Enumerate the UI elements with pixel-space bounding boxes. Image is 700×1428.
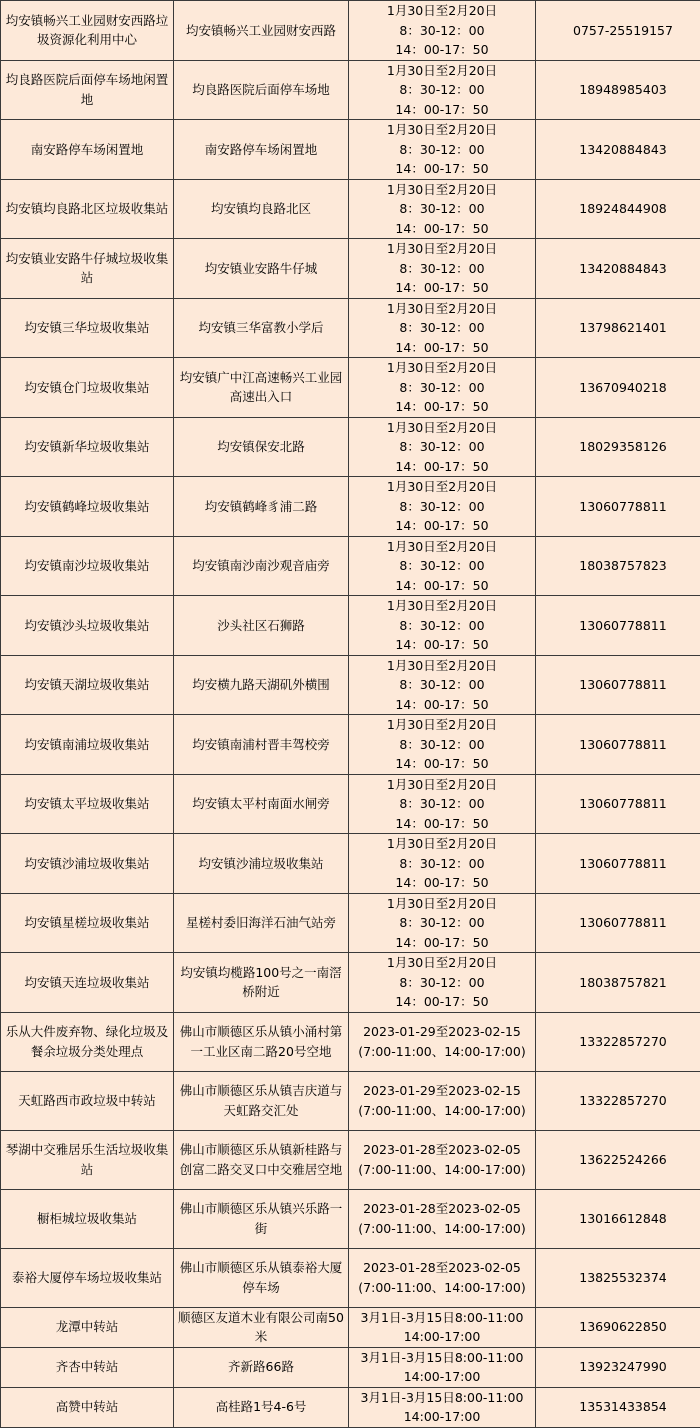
phone-cell: 13322857270 [536, 1071, 700, 1130]
site-name-cell: 均安镇沙头垃圾收集站 [1, 596, 174, 656]
site-name-cell: 齐杏中转站 [1, 1347, 174, 1387]
site-name-cell: 龙潭中转站 [1, 1307, 174, 1347]
address-cell: 佛山市顺德区乐从镇泰裕大厦停车场 [174, 1248, 349, 1307]
phone-cell: 13798621401 [536, 298, 700, 358]
opening-time-cell: 1月30日至2月20日 8：30-12：00 14：00-17：50 [349, 774, 536, 834]
address-cell: 均安镇沙浦垃圾收集站 [174, 834, 349, 894]
table-row [1, 179, 700, 239]
phone-cell: 13923247990 [536, 1347, 700, 1387]
table-row [1, 715, 700, 775]
site-name-cell: 琴湖中交雅居乐生活垃圾收集站 [1, 1130, 174, 1189]
phone-cell: 13060778811 [536, 477, 700, 537]
table-row [1, 893, 700, 953]
phone-cell: 0757-25519157 [536, 1, 700, 61]
phone-cell: 13322857270 [536, 1012, 700, 1071]
site-name-cell: 天虹路西市政垃圾中转站 [1, 1071, 174, 1130]
table-row [1, 239, 700, 299]
table-row [1, 1, 700, 61]
table-row [1, 1012, 700, 1071]
table-row [1, 120, 700, 180]
phone-cell: 13060778811 [536, 596, 700, 656]
table-row [1, 596, 700, 656]
site-name-cell: 橱柜城垃圾收集站 [1, 1189, 174, 1248]
site-name-cell: 乐从大件废弃物、绿化垃圾及餐余垃圾分类处理点 [1, 1012, 174, 1071]
phone-cell: 13060778811 [536, 893, 700, 953]
table-row [1, 1071, 700, 1130]
site-name-cell: 均安镇南沙垃圾收集站 [1, 536, 174, 596]
phone-cell: 13670940218 [536, 358, 700, 418]
address-cell: 均良路医院后面停车场地 [174, 60, 349, 120]
table-row [1, 298, 700, 358]
table-row [1, 1347, 700, 1387]
opening-time-cell: 2023-01-29至2023-02-15 (7:00-11:00、14:00-17:00) [349, 1071, 536, 1130]
opening-time-cell: 3月1日-3月15日8:00-11:00 14:00-17:00 [349, 1387, 536, 1427]
opening-time-cell: 1月30日至2月20日 8：30-12：00 14：00-17：50 [349, 417, 536, 477]
opening-time-cell: 1月30日至2月20日 8：30-12：00 14：00-17：50 [349, 239, 536, 299]
address-cell: 均安镇广中江高速畅兴工业园高速出入口 [174, 358, 349, 418]
phone-cell: 13420884843 [536, 120, 700, 180]
address-cell: 均安镇畅兴工业园财安西路 [174, 1, 349, 61]
site-name-cell: 均安镇三华垃圾收集站 [1, 298, 174, 358]
opening-time-cell: 2023-01-29至2023-02-15 (7:00-11:00、14:00-17:00) [349, 1012, 536, 1071]
phone-cell: 13531433854 [536, 1387, 700, 1427]
table-row [1, 655, 700, 715]
site-name-cell: 均安镇星槎垃圾收集站 [1, 893, 174, 953]
address-cell: 佛山市顺德区乐从镇小涌村第一工业区南二路20号空地 [174, 1012, 349, 1071]
site-name-cell: 均安镇鹤峰垃圾收集站 [1, 477, 174, 537]
opening-time-cell: 1月30日至2月20日 8：30-12：00 14：00-17：50 [349, 536, 536, 596]
site-name-cell: 均安镇畅兴工业园财安西路垃圾资源化利用中心 [1, 1, 174, 61]
phone-cell: 18038757823 [536, 536, 700, 596]
address-cell: 均安镇太平村南面水闸旁 [174, 774, 349, 834]
address-cell: 均安镇保安北路 [174, 417, 349, 477]
opening-time-cell: 1月30日至2月20日 8：30-12：00 14：00-17：50 [349, 655, 536, 715]
phone-cell: 13060778811 [536, 774, 700, 834]
table-row [1, 417, 700, 477]
table-row [1, 60, 700, 120]
phone-cell: 13016612848 [536, 1189, 700, 1248]
address-cell: 齐新路66路 [174, 1347, 349, 1387]
opening-time-cell: 1月30日至2月20日 8：30-12：00 14：00-17：50 [349, 60, 536, 120]
phone-cell: 13060778811 [536, 655, 700, 715]
address-cell: 均安镇三华富教小学后 [174, 298, 349, 358]
opening-time-cell: 3月1日-3月15日8:00-11:00 14:00-17:00 [349, 1347, 536, 1387]
address-cell: 均安镇均良路北区 [174, 179, 349, 239]
table-row [1, 477, 700, 537]
site-name-cell: 均安镇天湖垃圾收集站 [1, 655, 174, 715]
address-cell: 均安镇均榄路100号之一南滘桥附近 [174, 953, 349, 1013]
table-row [1, 536, 700, 596]
opening-time-cell: 1月30日至2月20日 8：30-12：00 14：00-17：50 [349, 893, 536, 953]
site-name-cell: 南安路停车场闲置地 [1, 120, 174, 180]
address-cell: 均安镇业安路牛仔城 [174, 239, 349, 299]
site-name-cell: 均安镇太平垃圾收集站 [1, 774, 174, 834]
phone-cell: 18029358126 [536, 417, 700, 477]
address-cell: 佛山市顺德区乐从镇新桂路与创富二路交叉口中交雅居空地 [174, 1130, 349, 1189]
address-cell: 均安镇鹤峰豸浦二路 [174, 477, 349, 537]
opening-time-cell: 1月30日至2月20日 8：30-12：00 14：00-17：50 [349, 477, 536, 537]
address-cell: 均安镇南沙南沙观音庙旁 [174, 536, 349, 596]
phone-cell: 13622524266 [536, 1130, 700, 1189]
address-cell: 南安路停车场闲置地 [174, 120, 349, 180]
table-row [1, 1307, 700, 1347]
table-row [1, 834, 700, 894]
table-body [1, 1, 700, 1428]
site-name-cell: 泰裕大厦停车场垃圾收集站 [1, 1248, 174, 1307]
table-row [1, 1130, 700, 1189]
address-cell: 高桂路1号4-6号 [174, 1387, 349, 1427]
site-name-cell: 均安镇新华垃圾收集站 [1, 417, 174, 477]
address-cell: 顺德区友道木业有限公司南50米 [174, 1307, 349, 1347]
phone-cell: 13690622850 [536, 1307, 700, 1347]
phone-cell: 18924844908 [536, 179, 700, 239]
site-name-cell: 均安镇均良路北区垃圾收集站 [1, 179, 174, 239]
opening-time-cell: 2023-01-28至2023-02-05 (7:00-11:00、14:00-17:00) [349, 1130, 536, 1189]
opening-time-cell: 1月30日至2月20日 8：30-12：00 14：00-17：50 [349, 120, 536, 180]
address-cell: 佛山市顺德区乐从镇兴乐路一街 [174, 1189, 349, 1248]
opening-time-cell: 1月30日至2月20日 8：30-12：00 14：00-17：50 [349, 179, 536, 239]
address-cell: 星槎村委旧海洋石油气站旁 [174, 893, 349, 953]
table-row [1, 358, 700, 418]
site-name-cell: 均安镇沙浦垃圾收集站 [1, 834, 174, 894]
site-name-cell: 均安镇天连垃圾收集站 [1, 953, 174, 1013]
opening-time-cell: 1月30日至2月20日 8：30-12：00 14：00-17：50 [349, 596, 536, 656]
opening-time-cell: 3月1日-3月15日8:00-11:00 14:00-17:00 [349, 1307, 536, 1347]
phone-cell: 18038757821 [536, 953, 700, 1013]
opening-time-cell: 1月30日至2月20日 8：30-12：00 14：00-17：50 [349, 358, 536, 418]
site-name-cell: 均良路医院后面停车场地闲置地 [1, 60, 174, 120]
opening-time-cell: 2023-01-28至2023-02-05 (7:00-11:00、14:00-17:00) [349, 1248, 536, 1307]
phone-cell: 13060778811 [536, 834, 700, 894]
address-cell: 均安横九路天湖矶外横围 [174, 655, 349, 715]
opening-time-cell: 1月30日至2月20日 8：30-12：00 14：00-17：50 [349, 834, 536, 894]
phone-cell: 13420884843 [536, 239, 700, 299]
address-cell: 佛山市顺德区乐从镇吉庆道与天虹路交汇处 [174, 1071, 349, 1130]
phone-cell: 13825532374 [536, 1248, 700, 1307]
opening-time-cell: 1月30日至2月20日 8：30-12：00 14：00-17：50 [349, 1, 536, 61]
site-name-cell: 均安镇业安路牛仔城垃圾收集站 [1, 239, 174, 299]
table-row [1, 774, 700, 834]
opening-time-cell: 1月30日至2月20日 8：30-12：00 14：00-17：50 [349, 953, 536, 1013]
site-name-cell: 均安镇南浦垃圾收集站 [1, 715, 174, 775]
table-row [1, 1189, 700, 1248]
table-row [1, 1387, 700, 1427]
opening-time-cell: 2023-01-28至2023-02-05 (7:00-11:00、14:00-17:00) [349, 1189, 536, 1248]
phone-cell: 13060778811 [536, 715, 700, 775]
opening-time-cell: 1月30日至2月20日 8：30-12：00 14：00-17：50 [349, 298, 536, 358]
site-name-cell: 高赞中转站 [1, 1387, 174, 1427]
address-cell: 均安镇南浦村晋丰驾校旁 [174, 715, 349, 775]
table-row [1, 953, 700, 1013]
address-cell: 沙头社区石狮路 [174, 596, 349, 656]
opening-time-cell: 1月30日至2月20日 8：30-12：00 14：00-17：50 [349, 715, 536, 775]
site-name-cell: 均安镇仓门垃圾收集站 [1, 358, 174, 418]
phone-cell: 18948985403 [536, 60, 700, 120]
table-row [1, 1248, 700, 1307]
